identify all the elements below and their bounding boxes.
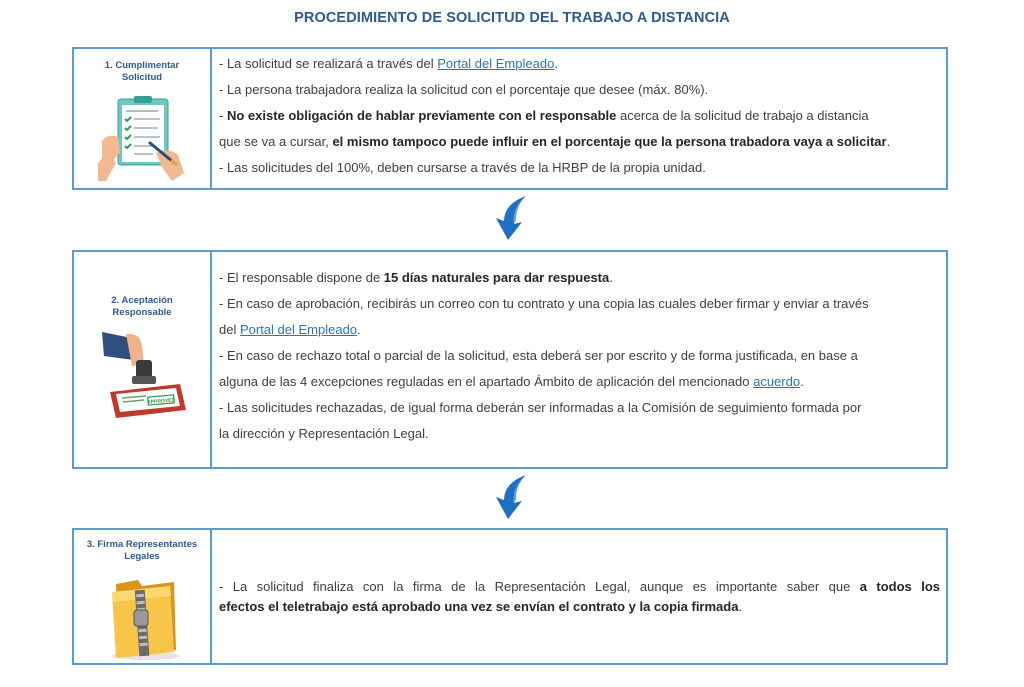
step-1-title: 1. Cumplimentar Solicitud	[104, 60, 180, 83]
step-1-panel	[72, 47, 948, 190]
step-3-line-2: efectos el teletrabajo está aprobado una vez se envían el contrato y la copia firmada.	[219, 599, 743, 614]
step-1-line-3: - No existe obligación de hablar previamente con el responsable acerca de la solicitud de trabajo a distancia	[219, 108, 869, 123]
step-1-label-cell	[74, 49, 212, 188]
step-2-line-5: alguna de las 4 excepciones reguladas en el apartado Ámbito de aplicación del mencionado acuerdo.	[219, 374, 804, 389]
portal-del-empleado-link[interactable]: Portal del Empleado	[239, 322, 358, 337]
step-2-line-4: - En caso de rechazo total o parcial de la solicitud, esta deberá ser por escrito y de forma justificada, en base a	[219, 348, 858, 363]
step-2-line-1: - El responsable dispone de 15 días naturales para dar respuesta.	[219, 270, 613, 285]
step-2-text	[219, 265, 940, 447]
step-1-line-5: - Las solicitudes del 100%, deben cursarse a través de la HRBP de la propia unidad.	[219, 160, 706, 175]
approved-stamp-illustration	[96, 330, 192, 418]
step-3-line-1: - La solicitud finaliza con la firma de la Representación Legal, aunque es importante saber que a todos los	[219, 579, 940, 594]
page-title: PROCEDIMIENTO DE SOLICITUD DEL TRABAJO A DISTANCIA	[294, 10, 730, 26]
step-1-line-2: - La persona trabajadora realiza la solicitud con el porcentaje que desee (máx. 80%).	[219, 82, 709, 97]
clipboard-form-illustration	[98, 93, 190, 183]
zipped-folder-illustration	[104, 570, 186, 660]
step-2-line-3: del Portal del Empleado.	[219, 322, 361, 337]
step-2-panel	[72, 250, 948, 469]
step-3-title: 3. Firma Representantes Legales	[86, 539, 198, 562]
stamp-text: APPROVED	[146, 397, 176, 406]
step-1-line-4: que se va a cursar, el mismo tampoco puede influir en el porcentaje que la persona trabadora vaya a solicitar.	[219, 134, 891, 149]
step-3-label-cell	[74, 530, 212, 663]
step-2-line-2: - En caso de aprobación, recibirás un correo con tu contrato y una copia las cuales deber firmar y enviar a través	[219, 296, 869, 311]
curved-arrow-down-icon	[494, 473, 528, 521]
acuerdo-link[interactable]: acuerdo	[753, 374, 801, 389]
step-3-panel	[72, 528, 948, 665]
step-1-line-1: - La solicitud se realizará a través del Portal del Empleado.	[219, 56, 558, 71]
step-2-label-cell	[74, 252, 212, 467]
step-3-text	[219, 577, 940, 617]
step-2-line-6: - Las solicitudes rechazadas, de igual forma deberán ser informadas a la Comisión de seguimiento formada por	[219, 400, 862, 415]
step-2-title: 2. Aceptación Responsable	[111, 295, 173, 318]
curved-arrow-down-icon	[494, 194, 528, 242]
step-1-text	[219, 51, 940, 181]
portal-del-empleado-link[interactable]: Portal del Empleado	[437, 56, 555, 71]
step-2-line-7: la dirección y Representación Legal.	[219, 426, 429, 441]
